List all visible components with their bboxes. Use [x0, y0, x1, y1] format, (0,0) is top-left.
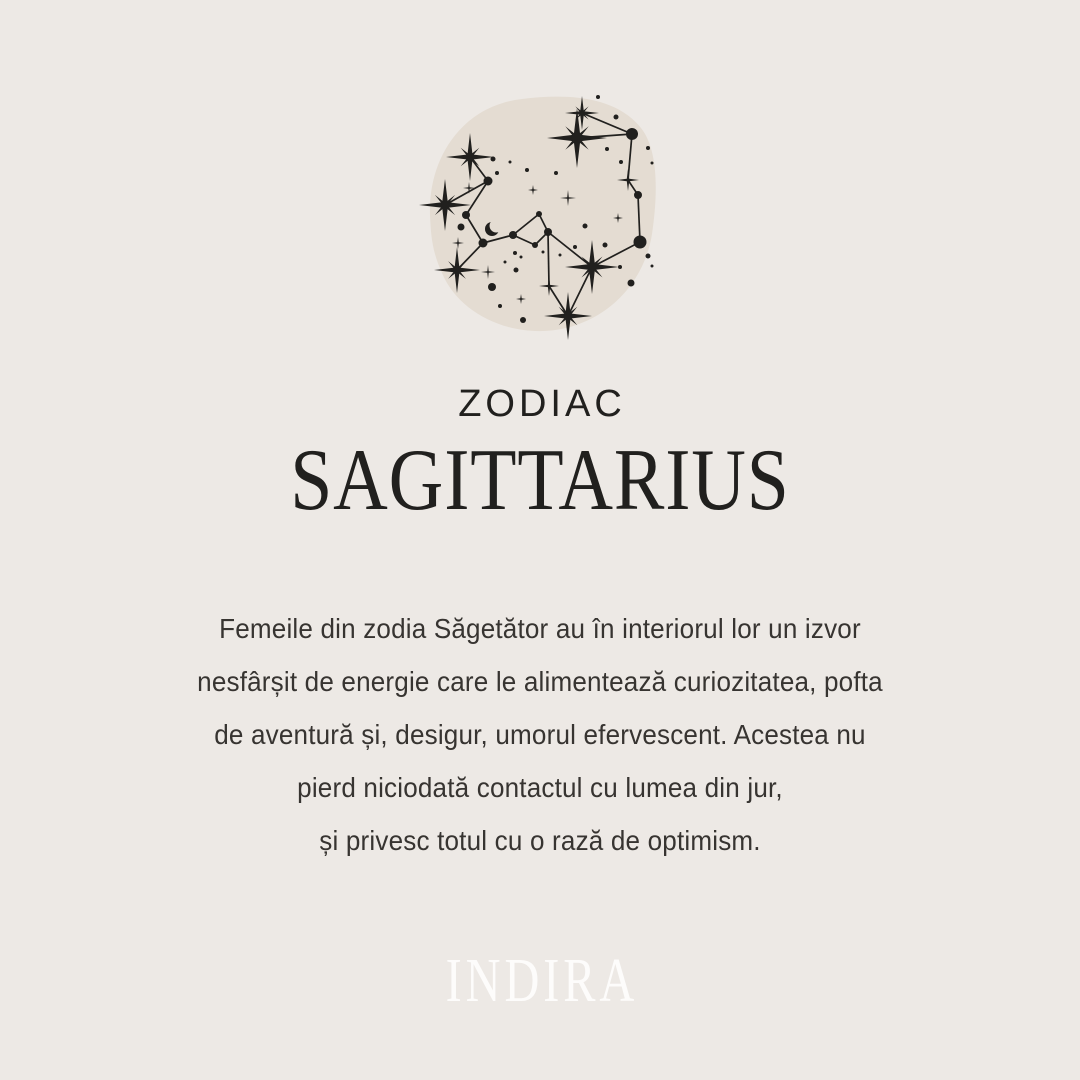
zodiac-kicker: ZODIAC — [458, 383, 626, 425]
zodiac-title: SAGITTARIUS — [290, 432, 790, 529]
zodiac-description — [38, 602, 1042, 867]
description-line: Femeile din zodia Săgetător au în interiorul lor un izvor — [219, 613, 861, 644]
description-line: nesfârșit de energie care le alimentează curiozitatea, pofta — [197, 666, 883, 697]
brand-logo: INDIRA — [445, 947, 639, 1015]
description-line: pierd niciodată contactul cu lumea din jur, — [297, 772, 783, 803]
description-line: de aventură și, desigur, umorul efervescent. Acestea nu — [214, 719, 866, 750]
description-line: și privesc totul cu o rază de optimism. — [319, 825, 761, 856]
